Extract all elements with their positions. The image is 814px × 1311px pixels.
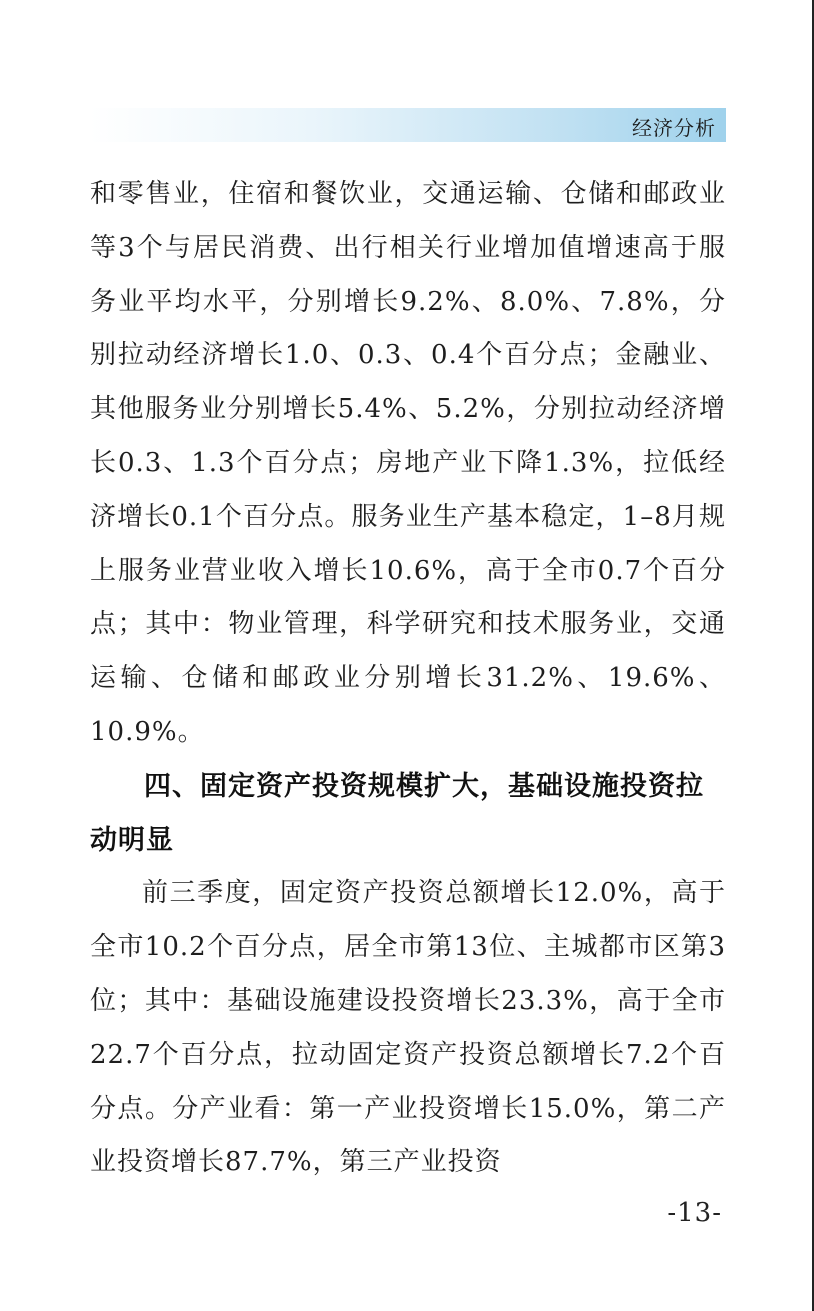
page-number: -13-: [667, 1198, 722, 1228]
section-label: 经济分析: [632, 116, 716, 140]
section-banner: [90, 108, 726, 142]
body-paragraph: 前三季度，固定资产投资总额增长12.0%，高于全市10.2个百分点，居全市第13位、主城都市区第3位；其中：基础设施建设投资增长23.3%，高于全市22.7个百分点，拉动固定资产投资总额增长7.2个百分点。分产业看：第一产业投资增长15.0%，第二产业投资增长87.7%，第三产业投资: [90, 878, 726, 1178]
section-heading: 四、固定资产投资规模扩大，基础设施投资拉动明显: [90, 770, 704, 856]
body-paragraph-continued: 和零售业，住宿和餐饮业，交通运输、仓储和邮政业等3个与居民消费、出行相关行业增加值增速高于服务业平均水平，分别增长9.2%、8.0%、7.8%，分别拉动经济增长1.0、0.3、0.4个百分点；金融业、其他服务业分别增长5.4%、5.2%，分别拉动经济增长0.3、1.3个百分点；房地产业下降1.3%，拉低经济增长0.1个百分点。服务业生产基本稳定，1–8月规上服务业营业收入增长10.6%，高于全市0.7个百分点；其中：物业管理，科学研究和技术服务业，交通运输、仓储和邮政业分别增长31.2%、19.6%、10.9%。: [90, 179, 726, 747]
page-content: [90, 168, 726, 1190]
